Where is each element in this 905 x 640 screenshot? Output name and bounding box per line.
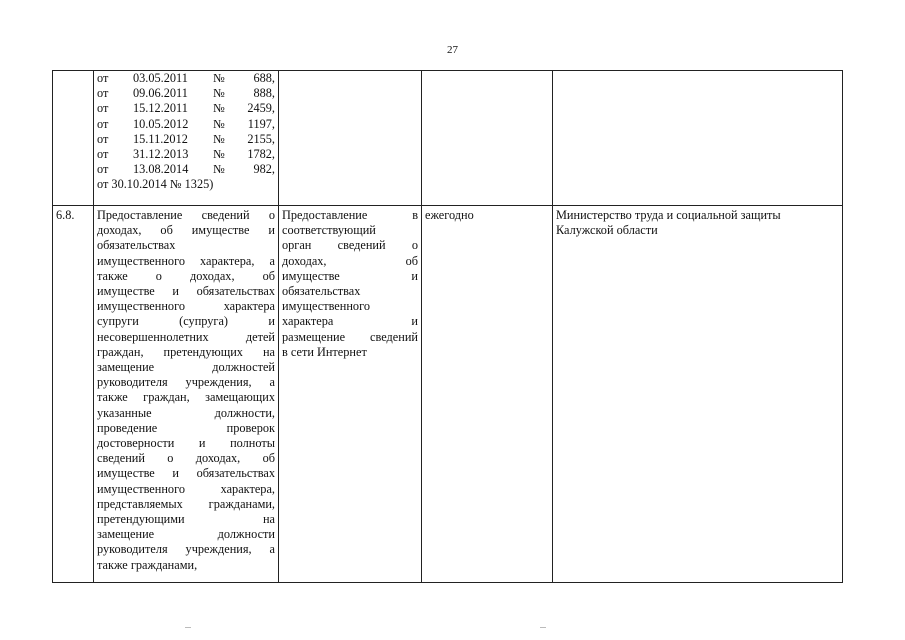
- ref-line: [97, 132, 275, 147]
- text-line: также о доходах, об: [97, 268, 275, 283]
- ref-line: [97, 71, 275, 86]
- ref-date: 03.05.2011: [133, 71, 188, 85]
- text-line: граждан, претендующих на: [97, 344, 275, 359]
- ref-line: [97, 86, 275, 101]
- ref-date: 15.11.2012: [133, 131, 188, 146]
- cell-responsible: Министерство труда и социальной защиты Калужской области: [553, 206, 843, 583]
- text-line: Предоставление сведений о: [97, 208, 275, 222]
- ref-date: 10.05.2012: [133, 116, 189, 131]
- text-line: также граждан, замещающих: [97, 390, 275, 405]
- cell-period: ежегодно: [422, 206, 553, 583]
- ref-no: №: [213, 86, 225, 101]
- cell-number: 6.8.: [53, 206, 94, 583]
- ref-line: [97, 162, 275, 177]
- page-number: 27: [447, 44, 458, 56]
- text-line: имущественного характера,: [97, 481, 275, 496]
- scan-artifact: [540, 627, 546, 628]
- text-line: сведений о доходах, об: [97, 451, 275, 466]
- ref-prefix: от: [97, 131, 109, 146]
- text-line: имуществе и обязательствах: [97, 466, 275, 481]
- text-line: замещение должностей: [97, 360, 275, 375]
- text-line: указанные должности,: [97, 405, 275, 420]
- ref-line: [97, 147, 275, 162]
- text-line: Предоставление в: [282, 208, 418, 222]
- text-line: несовершеннолетних детей: [97, 329, 275, 344]
- cell-result: [279, 206, 422, 583]
- text-line: супруги (супруга) и: [97, 314, 275, 329]
- result-text: [282, 208, 418, 360]
- table-row-continuation: [53, 71, 843, 206]
- cell-period-empty: [422, 71, 553, 206]
- cell-number-empty: [53, 71, 94, 206]
- text-line: размещение сведений: [282, 329, 418, 344]
- ref-num: 2155,: [247, 131, 275, 146]
- ref-prefix: от: [97, 147, 109, 162]
- ref-date: 09.06.2011: [133, 86, 188, 101]
- ref-num: 982,: [253, 162, 275, 177]
- ref-date: 15.12.2011: [133, 101, 188, 116]
- description-text: [97, 208, 275, 573]
- ref-prefix: от: [97, 116, 109, 131]
- ref-num: 688,: [253, 71, 275, 85]
- text-line: имуществе и: [282, 268, 418, 283]
- ref-num: 1782,: [247, 147, 275, 162]
- text-line: руководителя учреждения, а: [97, 542, 275, 557]
- cell-result-empty: [279, 71, 422, 206]
- ref-no: №: [213, 147, 225, 162]
- text-line: представляемых гражданами,: [97, 496, 275, 511]
- ref-date: 31.12.2013: [133, 147, 189, 162]
- text-line: достоверности и полноты: [97, 436, 275, 451]
- ref-num: 888,: [253, 86, 275, 101]
- text-line: орган сведений о: [282, 238, 418, 253]
- text-line: обязательствах: [97, 238, 176, 253]
- text-line: обязательствах: [282, 284, 361, 299]
- ref-line: [97, 117, 275, 132]
- text-line: проведение проверок: [97, 420, 275, 435]
- ref-no: №: [213, 116, 225, 131]
- text-line: доходах, об: [282, 253, 418, 268]
- ref-num: 1197,: [247, 116, 275, 131]
- ref-line: [97, 101, 275, 116]
- cell-continuation-refs: [94, 71, 279, 206]
- ref-num: 2459,: [247, 101, 275, 116]
- ref-date: 13.08.2014: [133, 162, 189, 177]
- ref-prefix: от: [97, 71, 109, 85]
- text-line: имущественного характера, а: [97, 253, 275, 268]
- text-line: доходах, об имуществе и: [97, 223, 275, 238]
- text-line: претендующими на: [97, 512, 275, 527]
- ref-no: №: [213, 71, 225, 85]
- scan-artifact: [185, 627, 191, 628]
- text-line: характера и: [282, 314, 418, 329]
- ref-no: №: [213, 162, 225, 177]
- table-row-6-8: [53, 206, 843, 583]
- text-line: руководителя учреждения, а: [97, 375, 275, 390]
- cell-description: [94, 206, 279, 583]
- text-line: соответствующий: [282, 223, 376, 238]
- text-line: имущественного характера: [97, 299, 275, 314]
- ref-prefix: от: [97, 86, 109, 101]
- ref-prefix: от: [97, 162, 109, 177]
- measures-table: [52, 70, 843, 583]
- refs-last-line: от 30.10.2014 № 1325): [97, 177, 214, 192]
- text-line: имуществе и обязательствах: [97, 284, 275, 299]
- ref-no: №: [213, 131, 225, 146]
- text-line: имущественного: [282, 299, 370, 314]
- cell-responsible-empty: [553, 71, 843, 206]
- text-line: также гражданами,: [97, 557, 198, 572]
- ref-prefix: от: [97, 101, 109, 116]
- text-line: в сети Интернет: [282, 344, 367, 359]
- text-line: замещение должности: [97, 527, 275, 542]
- ref-no: №: [213, 101, 225, 116]
- refs-list: [97, 71, 275, 177]
